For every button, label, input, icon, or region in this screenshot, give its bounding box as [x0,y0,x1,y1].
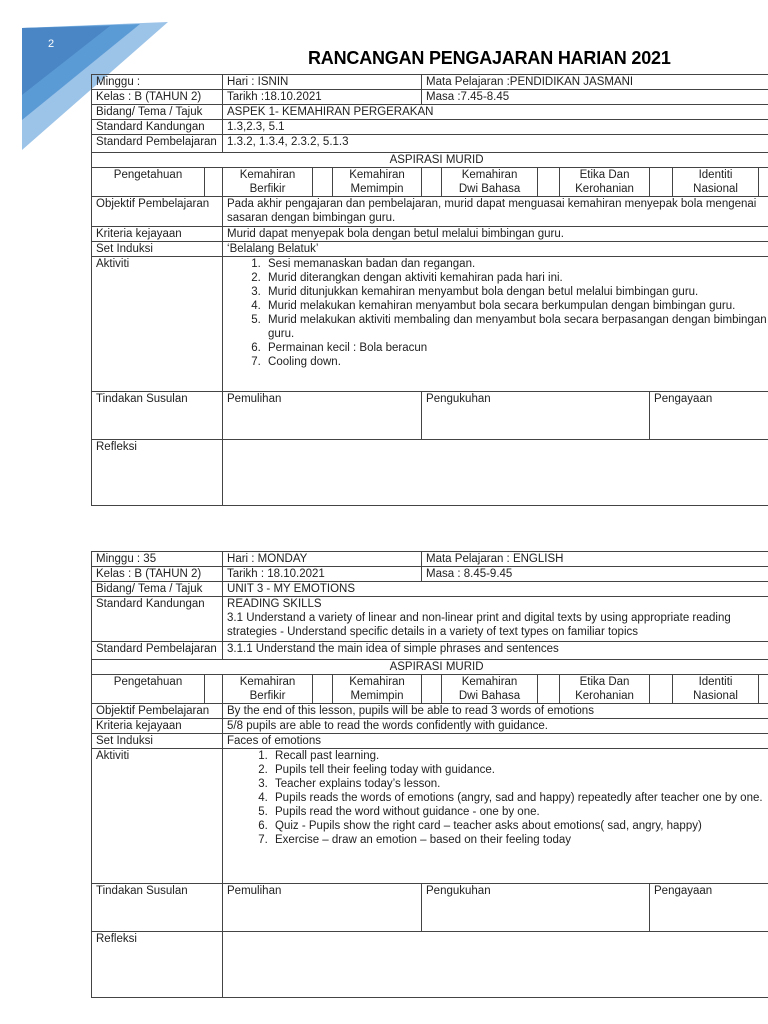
aspirasi-identiti: Identiti Nasional [673,675,759,704]
lesson-plan-table-2 [91,551,768,998]
sk-label: Standard Kandungan [92,120,223,135]
aspirasi-header: ASPIRASI MURID [92,153,768,168]
masa-cell: Masa : 8.45-9.45 [422,567,768,582]
pemulihan-cell: Pemulihan [223,392,422,440]
pengayaan-cell: Pengayaan [650,392,768,440]
list-item: 3. Teacher explains today’s lesson. [271,777,768,791]
aspirasi-dwi-bahasa: Kemahiran Dwi Bahasa [442,168,538,197]
lesson-plan-table-1 [91,74,768,506]
kelas-cell: Kelas : B (TAHUN 2) [92,90,223,105]
list-item: 7. Exercise – draw an emotion – based on their feeling today [271,833,768,847]
aspirasi-checkbox [759,168,768,197]
list-item: 4. Murid melakukan kemahiran menyambut bola secara berkumpulan dengan bimbingan guru. [264,299,768,313]
list-item: 5. Murid melakukan aktiviti membaling dan menyambut bola secara berpasangan dengan bimbingan guru. [264,313,768,341]
pengayaan-cell: Pengayaan [650,884,768,932]
aspirasi-checkbox [759,675,768,704]
aspirasi-memimpin: Kemahiran Memimpin [333,168,422,197]
aktiviti-label: Aktiviti [92,749,223,884]
aspirasi-checkbox [313,168,333,197]
bidang-value: UNIT 3 - MY EMOTIONS [223,582,768,597]
sp-value: 1.3.2, 1.3.4, 2.3.2, 5.1.3 [223,135,768,153]
refleksi-label: Refleksi [92,440,223,506]
list-item: 7. Cooling down. [264,355,768,369]
list-item: 3. Murid ditunjukkan kemahiran menyambut bola dengan betul melalui bimbingan guru. [264,285,768,299]
list-item: 6. Permainan kecil : Bola beracun [264,341,768,355]
list-item: 4. Pupils reads the words of emotions (angry, sad and happy) repeatedly after teacher one by one. [271,791,768,805]
aspirasi-dwi-bahasa: Kemahiran Dwi Bahasa [442,675,538,704]
aspirasi-checkbox [538,675,560,704]
aspirasi-checkbox [422,168,442,197]
pengukuhan-cell: Pengukuhan [422,884,650,932]
sk-value: 1.3,2.3, 5.1 [223,120,768,135]
aspirasi-checkbox [205,168,223,197]
minggu-cell: Minggu : 35 [92,552,223,567]
sp-value: 3.1.1 Understand the main idea of simple phrases and sentences [223,642,768,660]
set-induksi-value: ‘Belalang Belatuk’ [223,242,768,257]
aspirasi-berfikir: Kemahiran Berfikir [223,675,313,704]
aspirasi-checkbox [313,675,333,704]
aspirasi-pengetahuan: Pengetahuan [92,675,205,704]
hari-cell: Hari : MONDAY [223,552,422,567]
pengukuhan-cell: Pengukuhan [422,392,650,440]
tarikh-cell: Tarikh : 18.10.2021 [223,567,422,582]
list-item: 6. Quiz - Pupils show the right card – teacher asks about emotions( sad, angry, happy) [271,819,768,833]
tindakan-label: Tindakan Susulan [92,884,223,932]
bidang-label: Bidang/ Tema / Tajuk [92,105,223,120]
objektif-label: Objektif Pembelajaran [92,704,223,719]
page-number: 2 [48,38,55,50]
refleksi-value [223,932,768,998]
sp-label: Standard Pembelajaran [92,642,223,660]
sk-heading: READING SKILLS [227,598,322,610]
kriteria-value: 5/8 pupils are able to read the words confidently with guidance. [223,719,768,734]
objektif-label: Objektif Pembelajaran [92,197,223,227]
sp-label: Standard Pembelajaran [92,135,223,153]
sk-text: 3.1 Understand a variety of linear and non-linear print and digital texts by using appropriate reading strategies - Understand specific details in a variety of text types on familiar topics [227,612,731,638]
aspirasi-checkbox [422,675,442,704]
sk-label: Standard Kandungan [92,597,223,642]
masa-cell: Masa :7.45-8.45 [422,90,768,105]
aspirasi-berfikir: Kemahiran Berfikir [223,168,313,197]
set-induksi-label: Set Induksi [92,242,223,257]
aspirasi-pengetahuan: Pengetahuan [92,168,205,197]
aktiviti-list [223,257,768,392]
refleksi-value [223,440,768,506]
kriteria-value: Murid dapat menyepak bola dengan betul melalui bimbingan guru. [223,227,768,242]
aspirasi-header: ASPIRASI MURID [92,660,768,675]
objektif-value: By the end of this lesson, pupils will be able to read 3 words of emotions [223,704,768,719]
tindakan-label: Tindakan Susulan [92,392,223,440]
list-item: 1. Recall past learning. [271,749,768,763]
list-item: 1. Sesi memanaskan badan dan regangan. [264,257,768,271]
minggu-cell: Minggu : [92,75,223,90]
hari-cell: Hari : ISNIN [223,75,422,90]
kelas-cell: Kelas : B (TAHUN 2) [92,567,223,582]
tarikh-cell: Tarikh :18.10.2021 [223,90,422,105]
aktiviti-list [223,749,768,884]
subject-cell: Mata Pelajaran :PENDIDIKAN JASMANI [422,75,768,90]
kriteria-label: Kriteria kejayaan [92,719,223,734]
bidang-label: Bidang/ Tema / Tajuk [92,582,223,597]
bidang-value: ASPEK 1- KEMAHIRAN PERGERAKAN [223,105,768,120]
aspirasi-etika: Etika Dan Kerohanian [560,675,650,704]
pemulihan-cell: Pemulihan [223,884,422,932]
list-item: 5. Pupils read the word without guidance - one by one. [271,805,768,819]
objektif-value: Pada akhir pengajaran dan pembelajaran, murid dapat menguasai kemahiran menyepak bola mengenai sasaran dengan bimbingan guru. [223,197,768,227]
refleksi-label: Refleksi [92,932,223,998]
subject-cell: Mata Pelajaran : ENGLISH [422,552,768,567]
kriteria-label: Kriteria kejayaan [92,227,223,242]
aspirasi-checkbox [650,168,673,197]
aspirasi-checkbox [538,168,560,197]
list-item: 2. Pupils tell their feeling today with guidance. [271,763,768,777]
aspirasi-checkbox [650,675,673,704]
set-induksi-label: Set Induksi [92,734,223,749]
aktiviti-label: Aktiviti [92,257,223,392]
aspirasi-identiti: Identiti Nasional [673,168,759,197]
sk-value [223,597,768,642]
aspirasi-etika: Etika Dan Kerohanian [560,168,650,197]
aspirasi-memimpin: Kemahiran Memimpin [333,675,422,704]
page-title: RANCANGAN PENGAJARAN HARIAN 2021 [308,48,671,68]
list-item: 2. Murid diterangkan dengan aktiviti kemahiran pada hari ini. [264,271,768,285]
aspirasi-checkbox [205,675,223,704]
set-induksi-value: Faces of emotions [223,734,768,749]
